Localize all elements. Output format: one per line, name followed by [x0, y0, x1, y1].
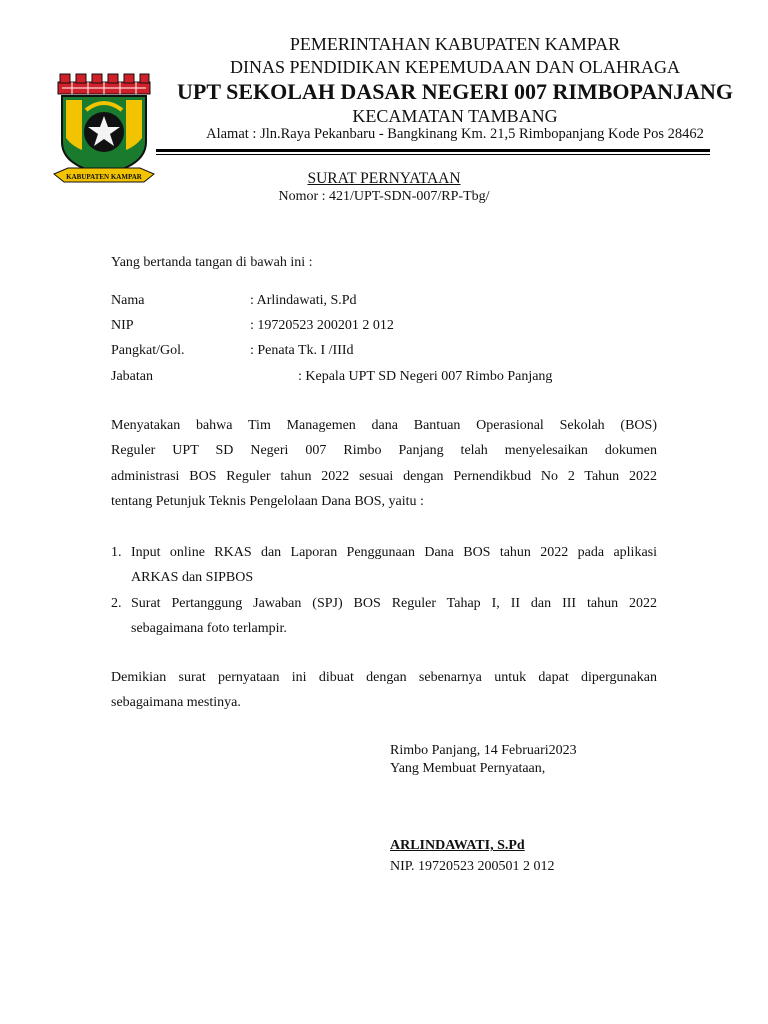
signature-nip: NIP. 19720523 200501 2 012 [390, 859, 555, 874]
list-item-2-line-1: Surat Pertanggung Jawaban (SPJ) BOS Reguler Tahap I, II dan III tahun 2022 [131, 596, 657, 611]
list-item-1-number: 1. [111, 545, 122, 560]
signature-place-date: Rimbo Panjang, 14 Februari2023 [390, 743, 577, 758]
letterhead-address: Alamat : Jln.Raya Pekanbaru - Bangkinang Km. 21,5 Rimbopanjang Kode Pos 28462 [206, 126, 704, 142]
letter-number: Nomor : 421/UPT-SDN-007/RP-Tbg/ [278, 189, 490, 204]
letterhead-rule-thin [156, 154, 710, 155]
closing-line-1: Demikian surat pernyataan ini dibuat dengan sebenarnya untuk dapat dipergunakan [111, 670, 657, 685]
closing-line-2: sebagaimana mestinya. [111, 695, 241, 710]
field-label-jabatan: Jabatan [111, 369, 153, 384]
field-label-nama: Nama [111, 293, 145, 308]
body-line-4: tentang Petunjuk Teknis Pengelolaan Dana BOS, yaitu : [111, 494, 424, 509]
letterhead-school-name: UPT SEKOLAH DASAR NEGERI 007 RIMBOPANJANG [177, 79, 733, 104]
list-item-1-line-1: Input online RKAS dan Laporan Penggunaan Dana BOS tahun 2022 pada aplikasi [131, 545, 657, 560]
signature-name: ARLINDAWATI, S.Pd [390, 838, 525, 853]
list-item-2-line-2: sebagaimana foto terlampir. [131, 621, 287, 636]
signature-role: Yang Membuat Pernyataan, [390, 761, 546, 776]
letterhead-line-1: PEMERINTAHAN KABUPATEN KAMPAR [289, 34, 621, 54]
body-line-1: Menyatakan bahwa Tim Managemen dana Bantuan Operasional Sekolah (BOS) [111, 418, 657, 433]
letterhead-rule-thick [156, 149, 710, 152]
letter-title [0, 170, 768, 188]
body-line-2: Reguler UPT SD Negeri 007 Rimbo Panjang telah menyelesaikan dokumen [111, 443, 657, 458]
body-line-3: administrasi BOS Reguler tahun 2022 sesuai dengan Pernendikbud No 2 Tahun 2022 [111, 469, 657, 484]
field-label-nip: NIP [111, 318, 134, 333]
letter-title-text: SURAT PERNYATAAN [307, 170, 461, 187]
list-item-1-line-2: ARKAS dan SIPBOS [131, 570, 254, 585]
logo-ribbon-text: KABUPATEN KAMPAR [66, 173, 142, 181]
field-value-nip: : 19720523 200201 2 012 [250, 318, 394, 333]
intro-text: Yang bertanda tangan di bawah ini : [111, 255, 313, 270]
list-item-2-number: 2. [111, 596, 122, 611]
field-value-nama: : Arlindawati, S.Pd [250, 293, 357, 308]
field-value-jabatan: : Kepala UPT SD Negeri 007 Rimbo Panjang [298, 369, 553, 384]
letterhead-district: KECAMATAN TAMBANG [352, 106, 558, 126]
field-label-pangkat: Pangkat/Gol. [111, 343, 185, 358]
field-value-pangkat: : Penata Tk. I /IIId [250, 343, 354, 358]
letterhead-line-2: DINAS PENDIDIKAN KEPEMUDAAN DAN OLAHRAGA [230, 57, 680, 77]
